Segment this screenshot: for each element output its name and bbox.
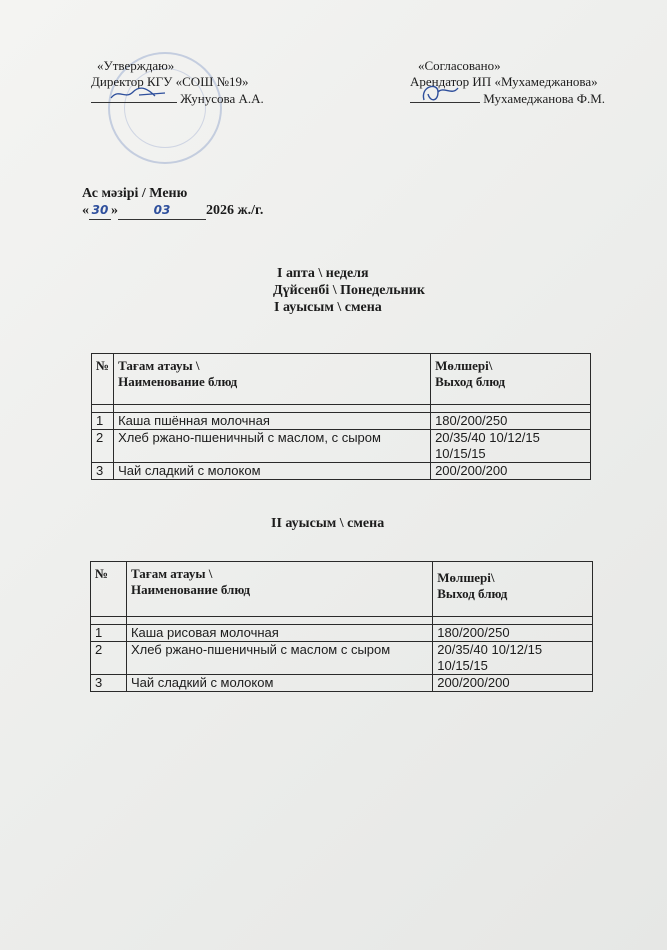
date-open-quote: « [82, 203, 89, 218]
date-month: 03 [118, 202, 206, 220]
header-yield: Мөлшері\ Выход блюд [431, 354, 591, 405]
table-spacer-row [92, 405, 591, 413]
header-dish: Тағам атауы \ Наименование блюд [126, 562, 432, 617]
header-yield: Мөлшері\ Выход блюд [433, 562, 593, 617]
shift2-table-header [91, 562, 593, 617]
tenant-signature-line [410, 90, 605, 106]
week-heading: I апта \ неделя [277, 266, 369, 281]
shift1-menu-table [91, 353, 591, 480]
table-row: 3 Чай сладкий с молоком 200/200/200 [92, 463, 591, 480]
shift2-heading: II ауысым \ смена [271, 516, 385, 531]
date-day: 30 [89, 202, 111, 220]
director-position: Директор КГУ «СОШ №19» [91, 74, 249, 89]
table-row: 1 Каша пшённая молочная 180/200/250 [92, 413, 591, 430]
director-signature-icon [109, 86, 169, 102]
tenant-signature-icon [416, 80, 460, 104]
director-signature-line [91, 90, 264, 106]
table-row: 2 Хлеб ржано-пшеничный с маслом, с сыром 20/35/40 10/12/15 10/15/15 [92, 430, 591, 463]
approved-label: «Утверждаю» [97, 58, 175, 73]
date-close-quote: » [111, 203, 118, 218]
table-row: 1 Каша рисовая молочная 180/200/250 [91, 625, 593, 642]
director-name: Жунусова А.А. [180, 91, 264, 106]
agreed-label: «Согласовано» [418, 58, 501, 73]
table-row: 2 Хлеб ржано-пшеничный с маслом с сыром 20/35/40 10/12/15 10/15/15 [91, 642, 593, 675]
tenant-position: Арендатор ИП «Мухамеджанова» [410, 74, 598, 89]
shift2-menu-table [90, 561, 593, 692]
shift1-table-header [92, 354, 591, 405]
tenant-name: Мухамеджанова Ф.М. [483, 91, 606, 106]
date-year: 2026 ж./г. [206, 203, 264, 218]
shift1-heading: I ауысым \ смена [274, 300, 382, 315]
table-row: 3 Чай сладкий с молоком 200/200/200 [91, 675, 593, 692]
header-dish: Тағам атауы \ Наименование блюд [114, 354, 431, 405]
menu-title: Ас мәзірі / Меню [82, 186, 188, 201]
table-spacer-row [91, 617, 593, 625]
header-num: № [91, 562, 127, 617]
day-heading: Дүйсенбі \ Понедельник [273, 283, 425, 298]
menu-date [82, 202, 263, 220]
header-num: № [92, 354, 114, 405]
